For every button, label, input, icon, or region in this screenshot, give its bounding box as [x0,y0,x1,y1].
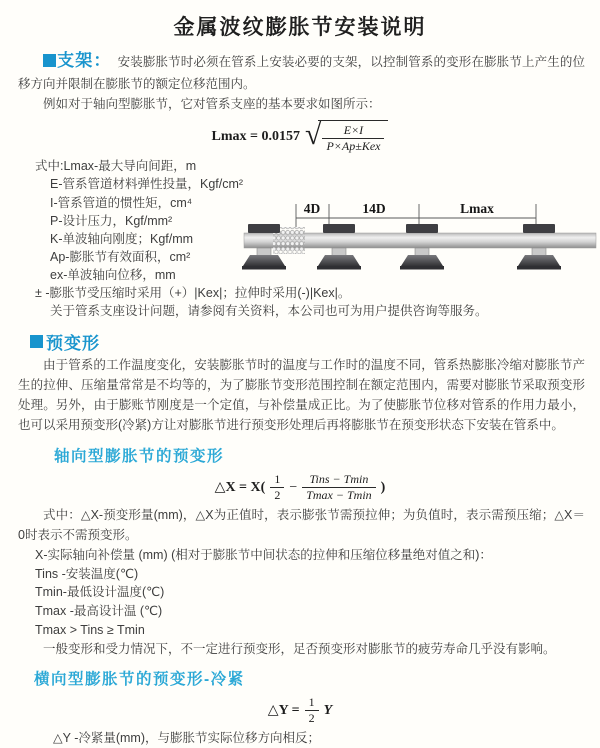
section-bullet-icon [43,54,56,67]
lateral-formula [0,695,600,726]
lateral-half-fraction [305,695,319,726]
definition-line: Ap-膨胀节有效面积，cm² [50,249,191,264]
temperature-fraction [302,472,375,503]
lmax-fraction [322,123,384,154]
parameter-line: Tins -安装温度(℃) [35,566,139,581]
predeform-paragraph: 由于管系的工作温度变化，安装膨胀节时的温度与工作时的温度不同，管系热膨胀冷缩对膨胀节产生的拉伸、压缩量常常是不均等的，为了膨胀节变形范围控制在额定范围内，需要对膨胀节采取预变形处理。另外，由于膨账节刚度是一个定值，与补偿量成正比。为了使膨胀节位移对管系的作用力最小，也可以采用预变形(冷紧)方让对膨胀节进行预变形处理后再将膨胀节在预变形状态下安装在管系中。 [18,358,585,432]
definition-line: P-设计压力，Kgf/mm² [50,213,173,228]
predeform-section-heading [30,329,600,354]
definition-line: ± -膨胀节受压缩时采用（+）|Kex|；拉伸时采用(-)|Kex|。 [35,286,351,301]
dim-label-lmax: Lmax [460,201,494,216]
lateral-subheading: 横向型膨胀节的预变形-冷紧 [34,671,245,689]
axial-half-fraction [270,472,284,503]
parameter-line: X-实际轴向补偿量 (mm) (相对于膨胀节中间状态的拉伸和压缩位移量绝对值之和)： [35,547,492,562]
lateral-formula-rhs: Y [323,702,333,718]
lateral-formula-lhs: △Y = [267,703,300,719]
support-example-line: 例如对于轴向型膨胀节，它对管系支座的基本要求如图所示： [43,96,381,111]
sqrt-sign-glyph: √ [305,118,322,152]
lmax-formula-lhs: Lmax = 0.0157 [211,129,300,145]
axial-explain-paragraph: 式中：△X-预变形量(mm)，△X为正值时，表示膨张节需预拉伸；为负值时，表示需预压缩；△X＝0时表示不需预变形。 [18,508,585,543]
lmax-fraction-numerator: E×I [322,123,384,139]
parameter-line: Tmax -最高设计温 (℃) [35,604,163,619]
sqrt-body [318,120,388,154]
section-bullet-icon [30,335,43,348]
predeform-heading-label: 预变形 [46,334,100,354]
half-denominator: 2 [274,488,281,503]
lateral-half-denominator: 2 [308,711,315,726]
sqrt-radical [305,120,388,154]
parameter-line: Tmin-最低设计温度(℃) [35,585,165,600]
half-numerator: 1 [270,472,284,488]
dim-label-14d: 14D [362,201,386,216]
support-heading: 支架： [57,51,112,70]
lmax-formula [0,120,600,154]
axial-subheading: 轴向型膨胀节的预变形 [54,448,225,466]
temperature-numerator: Tins − Tmin [302,472,375,488]
page-title: 金属波纹膨胀节安装说明 [173,16,427,39]
pipe-support-spacing-diagram [244,196,596,276]
minus-operator: − [289,479,298,495]
definition-line: 关于管系支座设计问题，请参阅有关资料，本公司也可为用户提供咨询等服务。 [50,304,488,319]
definition-line: ex-单波轴向位移，mm [50,268,176,283]
definition-line: I-管系管道的惯性矩，cm⁴ [50,195,193,210]
general-remark-line: 一般变形和受力情况下，不一定进行预变形，足否预变形对膨胀节的疲劳寿命几乎没有影响。 [43,641,556,656]
lateral-note-line: △Y -冷紧量(mm)，与膨胀节实际位移方向相反； [53,731,321,746]
parameter-line: Tmax > Tins ≥ Tmin [35,622,145,637]
lmax-fraction-denominator: P×Ap±Kex [326,139,381,154]
dim-label-4d: 4D [303,201,321,216]
support-intro-text: 安装膨胀节时必须在管系上安装必要的支架，以控制管系的变形在膨胀节上产生的位移方向并限制在膨胀节的额定位移范围内。 [18,55,586,91]
axial-parameter-lines [35,546,585,659]
definition-line: 式中:Lmax-最大导向间距，m [35,159,197,174]
definition-line: E-管系管道材料弹性投量，Kgf/cm² [50,177,244,192]
axial-formula [0,472,600,503]
definition-line: K-单波轴向刚度；Kgf/mm [50,231,194,246]
lateral-half-numerator: 1 [305,695,319,711]
axial-formula-close-paren: ) [380,479,386,495]
temperature-denominator: Tmax − Tmin [306,488,372,503]
axial-formula-lhs: △X = X( [214,480,266,496]
support-paragraph [18,48,585,95]
